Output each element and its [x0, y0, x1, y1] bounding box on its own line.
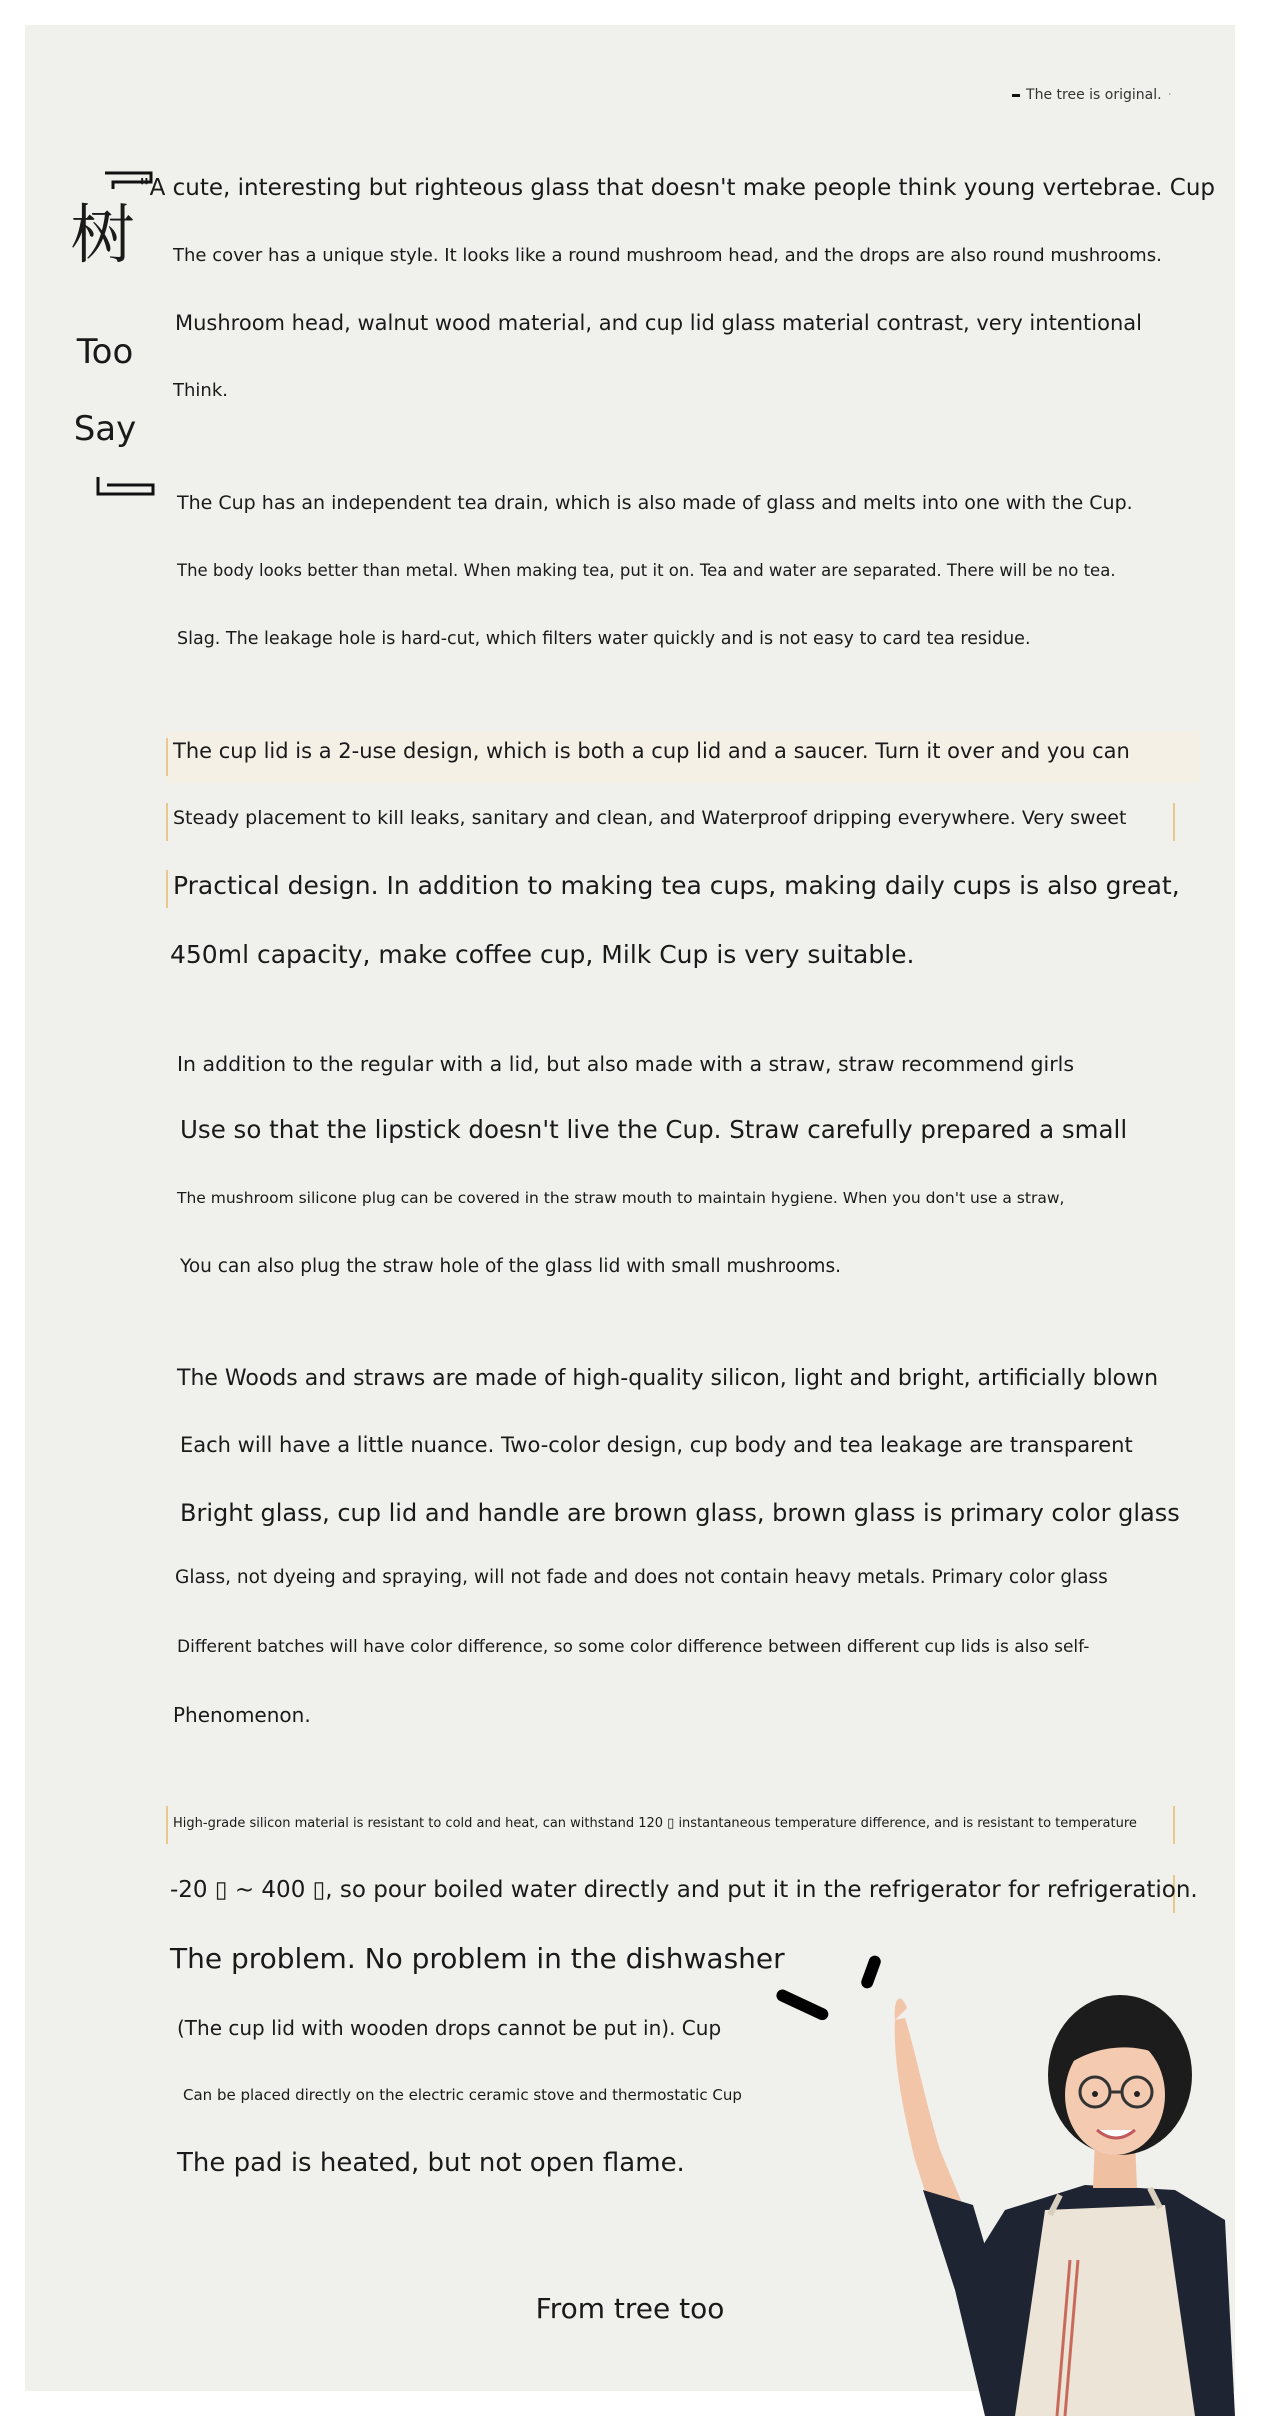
text-line: The mushroom silicone plug can be covered in the straw mouth to maintain hygiene. When you don't use a straw, — [177, 1189, 1065, 1207]
text-line: The pad is heated, but not open flame. — [177, 2148, 685, 2178]
vertical-title — [65, 170, 155, 500]
text-line: Each will have a little nuance. Two-color design, cup body and tea leakage are transparent — [180, 1433, 1133, 1457]
title-word-too: Too — [76, 332, 134, 372]
text-line: The Woods and straws are made of high-quality silicon, light and bright, artificially blown — [177, 1366, 1159, 1391]
text-line: "A cute, interesting but righteous glass that doesn't make people think young vertebrae. Cup — [139, 175, 1216, 201]
tagline: The tree is original. · — [1012, 87, 1172, 103]
title-word-say: Say — [73, 409, 137, 449]
highlight-bar — [1173, 803, 1175, 841]
corner-bracket-bottom-icon — [95, 475, 155, 497]
text-line: The cup lid is a 2-use design, which is both a cup lid and a saucer. Turn it over and you can — [173, 739, 1130, 763]
text-line: In addition to the regular with a lid, but also made with a straw, straw recommend girls — [177, 1052, 1075, 1076]
text-line: The cover has a unique style. It looks like a round mushroom head, and the drops are also round mushrooms. — [173, 245, 1162, 266]
text-line: 450ml capacity, make coffee cup, Milk Cup is very suitable. — [170, 940, 915, 969]
text-line: Bright glass, cup lid and handle are brown glass, brown glass is primary color glass — [180, 1499, 1180, 1527]
emphasis-stroke-mark — [774, 1988, 830, 2023]
text-line: Steady placement to kill leaks, sanitary and clean, and Waterproof dripping everywhere. Very sweet — [173, 807, 1127, 829]
text-line: Slag. The leakage hole is hard-cut, which filters water quickly and is not easy to card tea residue. — [177, 629, 1031, 649]
title-character: 树 — [70, 199, 135, 273]
presenter-photo — [845, 1960, 1235, 2416]
text-line: Different batches will have color difference, so some color difference between different cup lids is also self- — [177, 1637, 1090, 1657]
highlight-bar — [166, 803, 168, 841]
text-line: High-grade silicon material is resistant to cold and heat, can withstand 120 ▯ instantaneous temperature difference, and is resistant to temperature — [173, 1816, 1137, 1831]
footer-signature: From tree too — [535, 2292, 725, 2325]
text-line: Use so that the lipstick doesn't live the Cup. Straw carefully prepared a small — [180, 1115, 1128, 1144]
text-line: (The cup lid with wooden drops cannot be put in). Cup — [177, 2016, 722, 2040]
text-line: -20 ▯ ~ 400 ▯, so pour boiled water directly and put it in the refrigerator for refrigeration. — [170, 1877, 1198, 1903]
highlight-bar — [1173, 1806, 1175, 1844]
text-line: Glass, not dyeing and spraying, will not fade and does not contain heavy metals. Primary color glass — [175, 1567, 1108, 1588]
text-line: The problem. No problem in the dishwasher — [170, 1942, 785, 1975]
highlight-bar — [166, 738, 168, 776]
highlight-bar — [166, 1806, 168, 1844]
text-line: Phenomenon. — [173, 1703, 311, 1727]
text-line: The Cup has an independent tea drain, which is also made of glass and melts into one with the Cup. — [177, 492, 1133, 514]
text-line: Practical design. In addition to making tea cups, making daily cups is also great, — [173, 871, 1180, 900]
text-line: Can be placed directly on the electric ceramic stove and thermostatic Cup — [183, 2086, 742, 2104]
text-line: Mushroom head, walnut wood material, and cup lid glass material contrast, very intentional — [175, 311, 1142, 335]
text-line: Think. — [173, 380, 228, 401]
article-panel — [25, 25, 1235, 2391]
text-line: You can also plug the straw hole of the glass lid with small mushrooms. — [180, 1256, 841, 1277]
highlight-bar — [166, 870, 168, 908]
text-line: The body looks better than metal. When making tea, put it on. Tea and water are separated. There will be no tea. — [177, 561, 1116, 580]
